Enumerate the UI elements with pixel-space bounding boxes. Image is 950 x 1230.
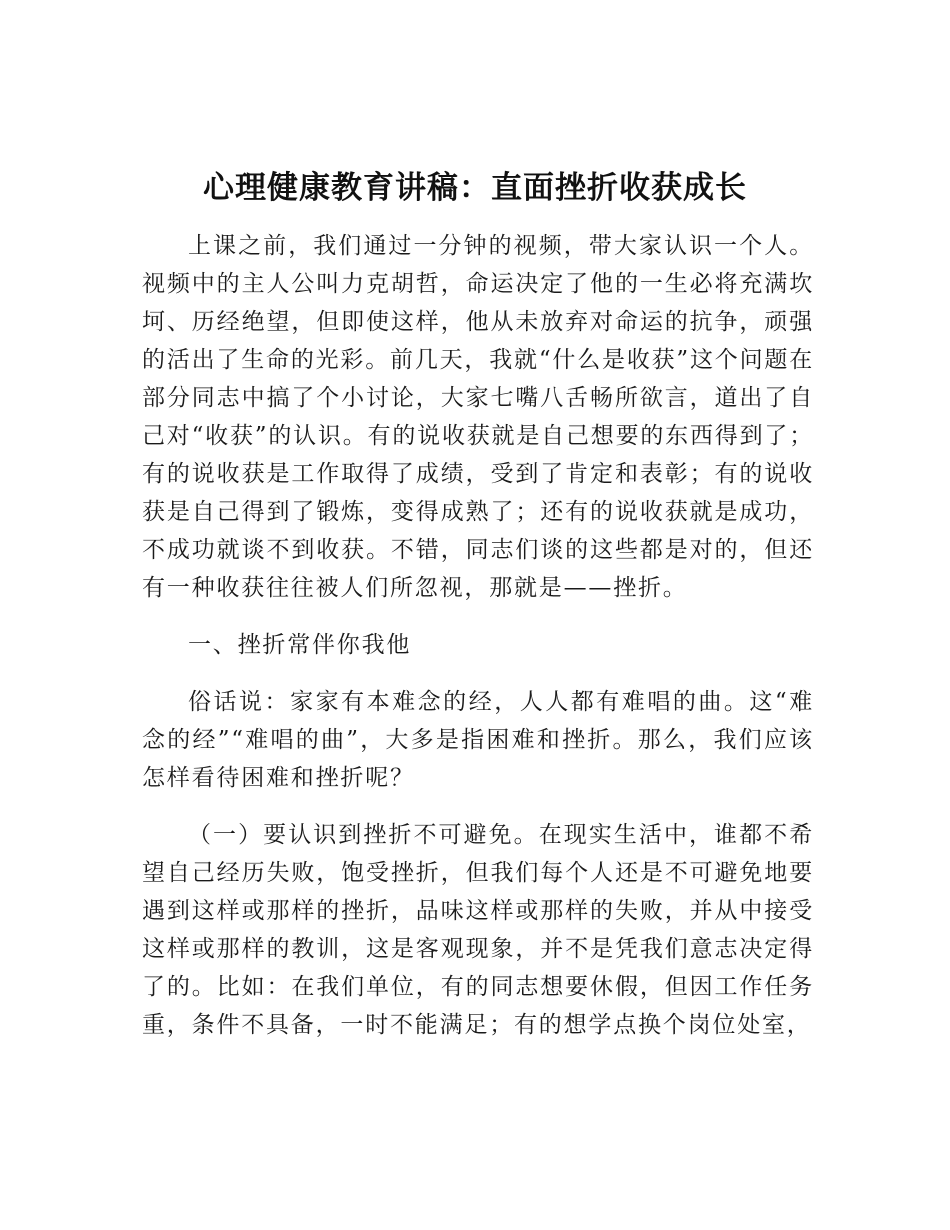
page-title: 心理健康教育讲稿：直面挫折收获成长 — [203, 170, 747, 206]
paragraph-intro: 上课之前，我们通过一分钟的视频，带大家认识一个人。视频中的主人公叫力克胡哲，命运决定了他的一生必将充满坎坷、历经绝望，但即使这样，他从未放弃对命运的抗争，顽强的活出了生命的光彩。前几天，我就“什么是收获”这个问题在部分同志中搞了个小讨论，大家七嘴八舌畅所欲言，道出了自己对“收获”的认识。有的说收获就是自己想要的东西得到了；有的说收获是工作取得了成绩，受到了肯定和表彰；有的说收获是自己得到了锻炼，变得成熟了；还有的说收获就是成功，不成功就谈不到收获。不错，同志们谈的这些都是对的，但还有一种收获往往被人们所忽视，那就是——挫折。 — [142, 233, 814, 601]
paragraph-point-one: （一）要认识到挫折不可避免。在现实生活中，谁都不希望自己经历失败，饱受挫折，但我们每个人还是不可避免地要遇到这样或那样的挫折，品味这样或那样的失败，并从中接受这样或那样的教训，这是客观现象，并不是凭我们意志决定得了的。比如：在我们单位，有的同志想要休假，但因工作任务重，条件不具备，一时不能满足；有的想学点换个岗位处室， — [142, 822, 814, 1038]
document-body — [142, 227, 814, 1044]
section-heading: 一、挫折常伴你我他 — [188, 632, 412, 658]
paragraph-proverb: 俗话说：家家有本难念的经，人人都有难唱的曲。这“难念的经”“难唱的曲”，大多是指困难和挫折。那么，我们应该怎样看待困难和挫折呢？ — [142, 689, 814, 791]
